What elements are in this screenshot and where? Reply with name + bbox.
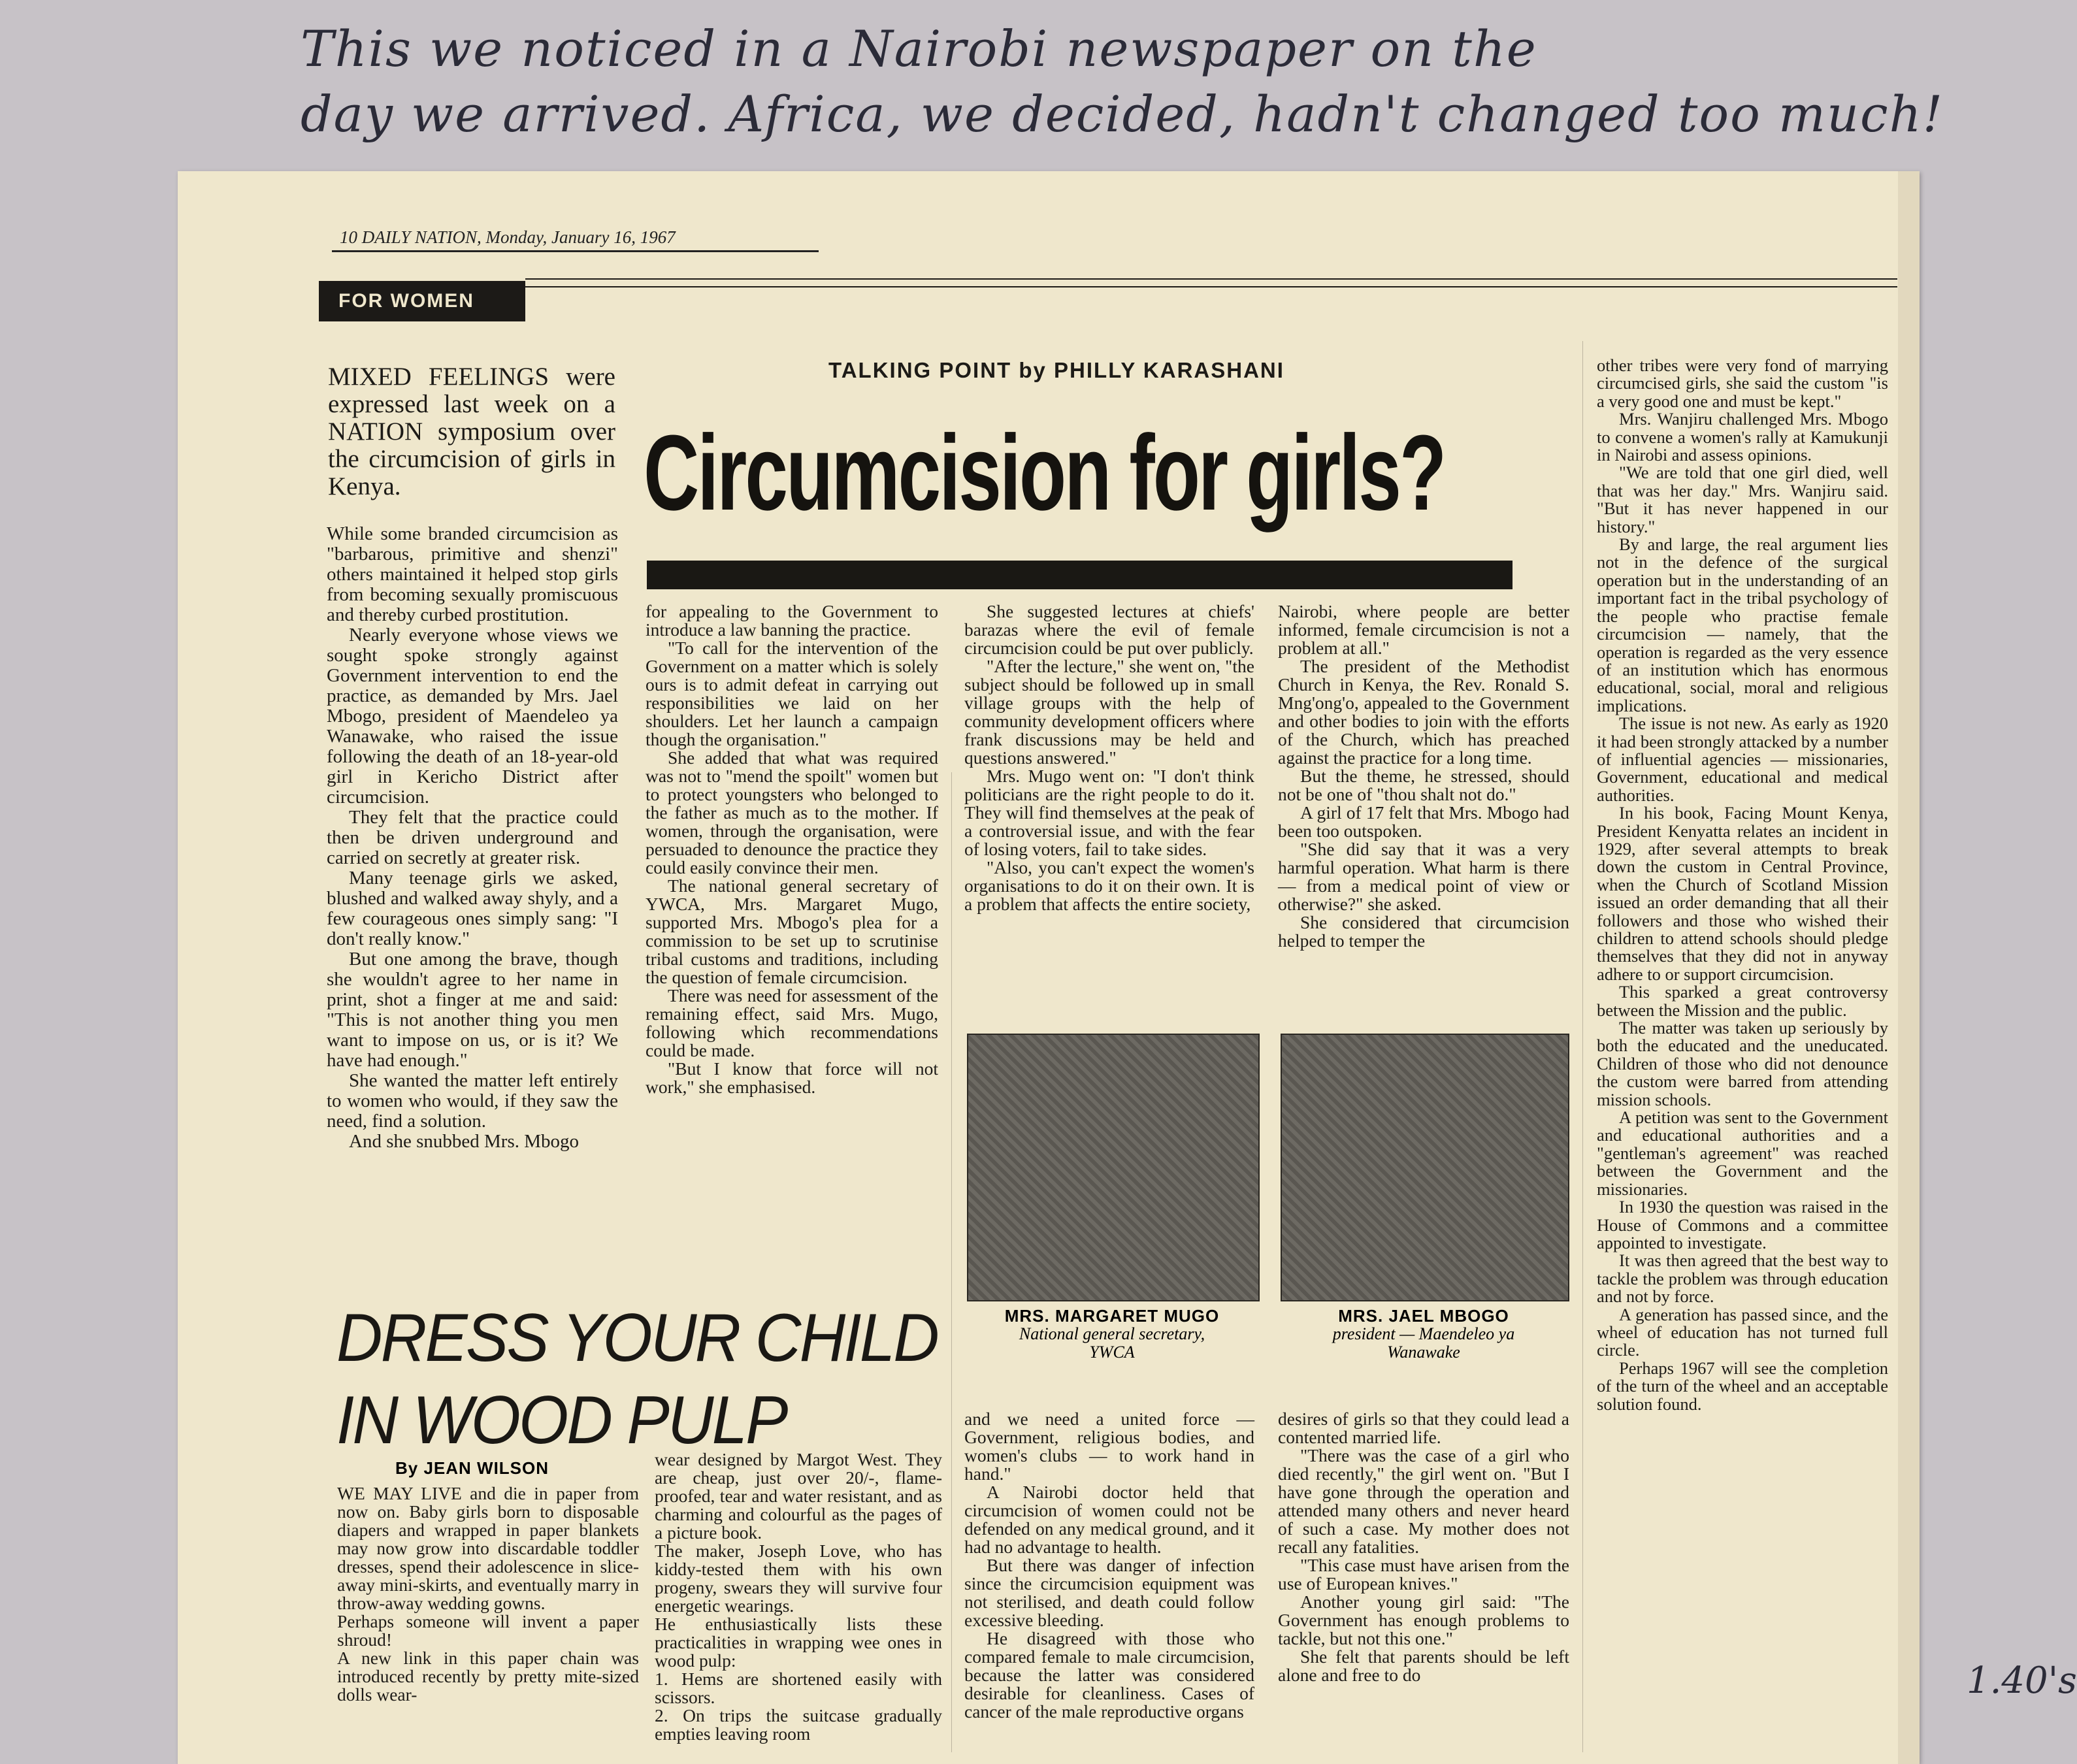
col4b-p3: "This case must have arisen from the use of European knives."	[1278, 1555, 1569, 1593]
section-rule-top	[525, 278, 1897, 280]
article-column-2	[646, 602, 938, 1096]
dress-byline: By JEAN WILSON	[395, 1458, 549, 1478]
column-separator	[951, 772, 952, 1752]
col2-p2: "To call for the intervention of the Government on a matter which is solely ours is to admit defeat in carrying out responsibilities we laid on her shoulders. Let her launch a campaign though the organisation."	[646, 638, 938, 749]
col2-p4: The national general secretary of YWCA, Mrs. Margaret Mugo, supported Mrs. Mbogo's plea for a commission to be set up to scrutinise tribal customs and traditions, including the question of female circumcision.	[646, 875, 938, 987]
col5-p8: The matter was taken up seriously by both the educated and the uneducated. Children of those who did not denounce the custom were barred from attending mission schools.	[1597, 1018, 1888, 1109]
dress-col1-p1: WE MAY LIVE and die in paper from now on. Baby girls born to disposable diapers and wrapped in paper blankets may now grow into discardable toddler dresses, spend their adolescence in slice-away mini-skirts, and eventually marry in throw-away wedding gowns.	[337, 1483, 639, 1613]
caption-margaret-mugo	[967, 1307, 1257, 1362]
dress-headline-line-1: DRESS YOUR CHILD	[336, 1300, 938, 1376]
col2-p5: There was need for assessment of the remaining effect, said Mrs. Mugo, following which recommendations could be made.	[646, 985, 938, 1060]
col3b-p4: He disagreed with those who compared female to male circumcision, because the latter was considered desirable for cleanliness. Cases of cancer of the male reproductive organs	[964, 1628, 1254, 1722]
col3b-p1: and we need a united force — Government, religious bodies, and women's clubs — to work hand in hand."	[964, 1409, 1254, 1484]
col1-p3: They felt that the practice could then be driven underground and carried on secretly at greater risk.	[327, 807, 618, 868]
dress-col1-p3: A new link in this paper chain was introduced recently by pretty mite-sized dolls wear-	[337, 1648, 639, 1705]
col3-p3: Mrs. Mugo went on: "I don't think politicians are the right people to do it. They will find themselves at the peak of a controversial issue, and with the fear of losing voters, fail to take sides.	[964, 766, 1254, 859]
caption-title: National general secretary,	[1019, 1324, 1205, 1343]
article-column-3	[964, 602, 1254, 913]
masthead: 10 DAILY NATION, Monday, January 16, 1967	[340, 227, 676, 247]
col4-p1: Nairobi, where people are better informed, female circumcision is not a problem at all."	[1278, 601, 1569, 658]
dress-headline-line-2: IN WOOD PULP	[336, 1382, 787, 1458]
col2-p1: for appealing to the Government to introduce a law banning the practice.	[646, 601, 938, 640]
article-lede: MIXED FEELINGS were expressed last week on a NATION symposium over the circumcision of girls in Kenya.	[328, 363, 615, 500]
col1-p4: Many teenage girls we asked, blushed and walked away shyly, and a few courageous ones simply sang: "I don't really know."	[327, 868, 618, 949]
col3-p4: "Also, you can't expect the women's organisations to do it on their own. It is a problem that affects the entire society,	[964, 857, 1254, 914]
col1-p6: She wanted the matter left entirely to women who would, if they saw the need, find a solution.	[327, 1070, 618, 1132]
headline-bar	[647, 561, 1513, 589]
col1-p2: Nearly everyone whose views we sought spoke strongly against Government intervention to end the practice, as demanded by Mrs. Jael Mbogo, president of Maendeleo ya Wanawake, who raised the issue following the death of an 18-year-old girl in Kericho District after circumcision.	[327, 625, 618, 808]
article-column-3b	[964, 1410, 1254, 1721]
margin-note: 1.40's	[1967, 1659, 2077, 1702]
col3b-p2: A Nairobi doctor held that circumcision of women could not be defended on any medical ground, and it had no advantage to health.	[964, 1482, 1254, 1557]
section-label: FOR WOMEN	[319, 281, 525, 321]
col5-p6: In his book, Facing Mount Kenya, President Kenyatta relates an incident in 1929, after several attempts to break down the custom in Central Province, when the Church of Scotland Mission issued an order demanding that all their followers and those who wished their children to attend schools should pledge themselves that they did not in anyway adhere to or support circumcision.	[1597, 803, 1888, 984]
masthead-rule	[332, 250, 819, 252]
col4b-p1: desires of girls so that they could lead a contented married life.	[1278, 1409, 1569, 1447]
col4-p2: The president of the Methodist Church in Kenya, the Rev. Ronald S. Mng'ong'o, appealed to the Government and other bodies to join with the efforts of the Church, which has preached against the practice for a long time.	[1278, 656, 1569, 768]
headline: Circumcision for girls?	[644, 413, 1445, 532]
caption-jael-mbogo	[1281, 1307, 1567, 1362]
col5-p11: It was then agreed that the best way to tackle the problem was through education and not by force.	[1597, 1250, 1888, 1307]
col4-p3: But the theme, he stressed, should not be one of "thou shalt not do."	[1278, 766, 1569, 804]
col4b-p4: Another young girl said: "The Government has enough problems to tackle, but not this one."	[1278, 1592, 1569, 1648]
col2-p3: She added that what was required was not to "mend the spoilt" women but to protect youngsters who belonged to the father as much as to the mother. If women, through the organisation, were persuaded to denounce the practice they could easily convince their men.	[646, 747, 938, 877]
col5-p12: A generation has passed since, and the wheel of education has not turned full circle.	[1597, 1304, 1888, 1360]
dress-col2-p3: He enthusiastically lists these practicalities in wrapping wee ones in wood pulp:	[655, 1614, 942, 1671]
photo-jael-mbogo	[1281, 1034, 1569, 1301]
col4b-p5: She felt that parents should be left alone and free to do	[1278, 1646, 1569, 1685]
caption-title-2: YWCA	[1089, 1343, 1135, 1362]
dress-col2-p4: 1. Hems are shortened easily with scissors.	[655, 1669, 942, 1707]
article-column-5	[1597, 357, 1888, 1413]
col3b-p3: But there was danger of infection since the circumcision equipment was not sterilised, and death could follow excessive bleeding.	[964, 1555, 1254, 1630]
col5-p4: By and large, the real argument lies not in the defence of the surgical operation but in the understanding of an important fact in the tribal psychology of the people who practise female circumcision — namely, that the operation is regarded as the very essence of an institution which has enormous educational, social, moral and religious implications.	[1597, 534, 1888, 715]
col5-p9: A petition was sent to the Government and educational authorities and a "gentleman's agreement" was reached between the Government and the missionaries.	[1597, 1107, 1888, 1199]
col1-p1: While some branded circumcision as "barbarous, primitive and shenzi" others maintained it helped stop girls from becoming sexually promiscuous and thereby curbed prostitution.	[327, 523, 618, 625]
col5-p2: Mrs. Wanjiru challenged Mrs. Mbogo to convene a women's rally at Kamukunji in Nairobi and assess opinions.	[1597, 409, 1888, 465]
talking-point-byline: TALKING POINT by PHILLY KARASHANI	[828, 358, 1284, 382]
dress-col2-p2: The maker, Joseph Love, who has kiddy-tested them with his own progeny, swears they will survive four energetic wearings.	[655, 1541, 942, 1616]
col4-p5: "She did say that it was a very harmful operation. What harm is there — from a medical point of view or otherwise?" she asked.	[1278, 839, 1569, 914]
dress-column-1	[337, 1484, 639, 1704]
section-rule-bottom	[525, 286, 1897, 287]
handwriting-line-2: day we arrived. Africa, we decided, hadn't changed too much!	[301, 85, 1944, 143]
col1-p7: And she snubbed Mrs. Mbogo	[349, 1131, 580, 1152]
caption-title-2: Wanawake	[1387, 1343, 1460, 1362]
dress-column-2	[655, 1450, 942, 1743]
col5-p7: This sparked a great controversy between the Mission and the public.	[1597, 982, 1888, 1020]
photo-margaret-mugo	[967, 1034, 1260, 1301]
caption-name: MRS. JAEL MBOGO	[1338, 1306, 1509, 1326]
dress-headline	[336, 1297, 938, 1462]
col5-p1: other tribes were very fond of marrying circumcised girls, she said the custom "is a very good one and must be kept."	[1597, 355, 1888, 411]
col5-p13: Perhaps 1967 will see the completion of the turn of the wheel and an acceptable solution found.	[1597, 1358, 1888, 1414]
col4b-p2: "There was the case of a girl who died recently," the girl went on. "But I have gone through the operation and attended many others and never heard of such a case. My mother does not recall any fatalities.	[1278, 1445, 1569, 1557]
col2-p6: "But I know that force will not work," she emphasised.	[646, 1058, 938, 1097]
newspaper-clipping	[178, 171, 1920, 1764]
caption-title: president — Maendeleo ya	[1332, 1324, 1515, 1343]
handwriting-line-1: This we noticed in a Nairobi newspaper on the	[301, 20, 1537, 78]
col3-p1: She suggested lectures at chiefs' barazas where the evil of female circumcision could be put over publicly.	[964, 601, 1254, 658]
dress-col2-p5: 2. On trips the suitcase gradually empties leaving room	[655, 1705, 942, 1744]
dress-col2-p1: wear designed by Margot West. They are cheap, just over 20/-, flame-proofed, tear and water resistant, and as charming and colourful as the pages of a picture book.	[655, 1449, 942, 1543]
article-column-4	[1278, 602, 1569, 950]
col1-p5: But one among the brave, though she wouldn't agree to her name in print, shot a finger at me and said: "This is not another thing you men want to impose on us, or is it? We have had enough."	[327, 949, 618, 1071]
col5-p5: The issue is not new. As early as 1920 it had been strongly attacked by a number of influential agencies — missionaries, Government, educational and medical authorities.	[1597, 713, 1888, 805]
article-column-1	[327, 524, 618, 1152]
clipping-edge	[1898, 171, 1920, 1764]
col4-p6: She considered that circumcision helped to temper the	[1278, 912, 1569, 951]
dress-col1-p2: Perhaps someone will invent a paper shroud!	[337, 1611, 639, 1650]
col4-p4: A girl of 17 felt that Mrs. Mbogo had been too outspoken.	[1278, 802, 1569, 841]
col5-p3: "We are told that one girl died, well that was her day." Mrs. Wanjiru said. "But it has never happened in our history."	[1597, 463, 1888, 536]
col5-p10: In 1930 the question was raised in the House of Commons and a committee appointed to investigate.	[1597, 1197, 1888, 1252]
col3-p2: "After the lecture," she went on, "the subject should be followed up in small village groups with the help of community development officers where frank discussions may be held and questions answered."	[964, 656, 1254, 768]
column-separator	[1582, 341, 1583, 1752]
article-column-4b	[1278, 1410, 1569, 1684]
caption-name: MRS. MARGARET MUGO	[1004, 1306, 1220, 1326]
